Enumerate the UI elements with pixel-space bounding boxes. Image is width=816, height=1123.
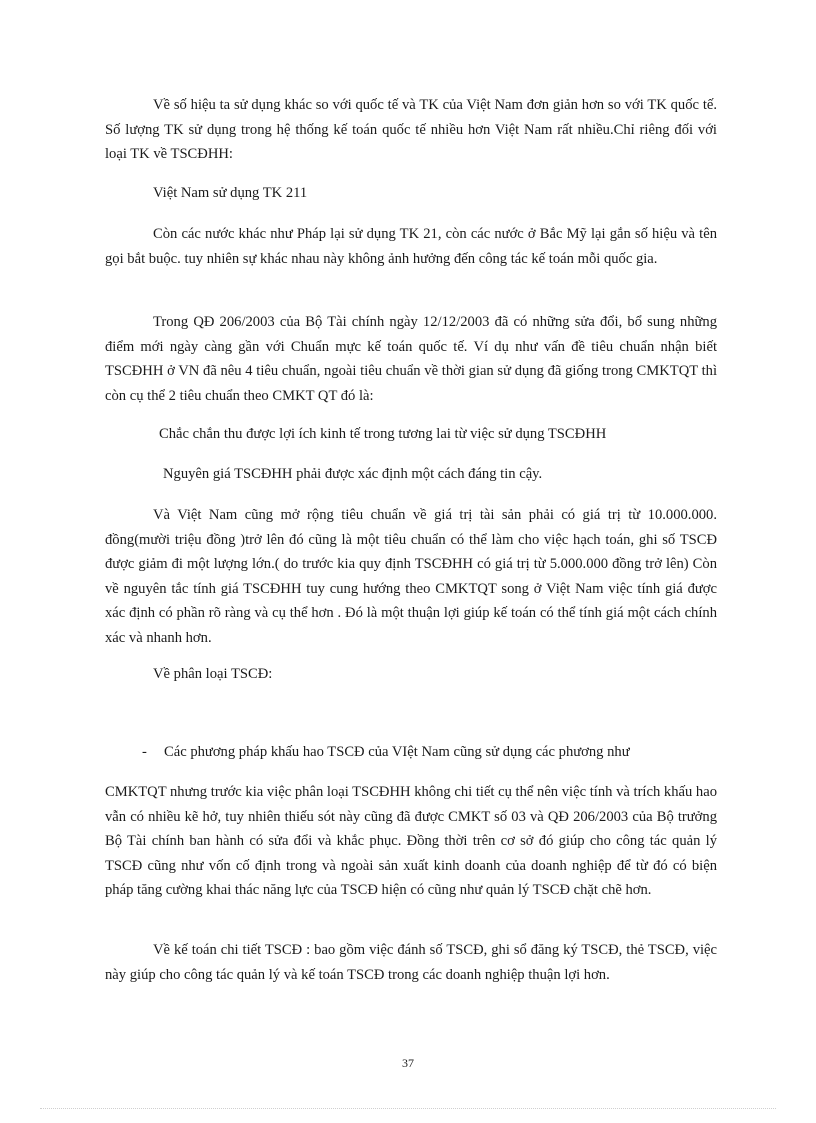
list-item-text: Các phương pháp khấu hao TSCĐ của VIệt Nam cũng sử dụng các phương như <box>164 744 630 760</box>
list-item-depreciation-methods <box>142 740 742 765</box>
paragraph-classification-heading: Về phân loại TSCĐ: <box>153 666 273 682</box>
paragraph-cmktqt-classification: CMKTQT nhưng trước kia việc phân loại TSCĐHH không chi tiết cụ thể nên việc tính và trích khấu hao vẫn có nhiều kẽ hở, tuy nhiên thiếu sót này cũng đã được CMKT số 03 và QĐ 206/2003 của Bộ trưởng Bộ Tài chính ban hành có sửa đổi và khắc phục. Đồng thời trên cơ sở đó giúp cho công tác quản lý TSCĐ cũng như vốn cố định trong và ngoài sản xuất kinh doanh của doanh nghiệp để từ đó có biện pháp tăng cường khai thác năng lực của TSCĐ hiện có cũng như quản lý TSCĐ chặt chẽ hơn. <box>105 784 717 898</box>
paragraph-criterion-economic-benefit: Chắc chắn thu được lợi ích kinh tế trong tương lai từ việc sử dụng TSCĐHH <box>159 426 607 442</box>
paragraph-decision-206: Trong QĐ 206/2003 của Bộ Tài chính ngày 12/12/2003 đã có những sửa đổi, bổ sung những điểm mới ngày càng gần với Chuẩn mực kế toán quốc tế. Ví dụ như vấn đề tiêu chuẩn nhận biết TSCĐHH ở VN đã nêu 4 tiêu chuẩn, ngoài tiêu chuẩn về thời gian sử dụng đã giống trong CMKTQT thì còn cụ thể 2 tiêu chuẩn theo CMKT QT đó là: <box>105 314 717 404</box>
page-number: 37 <box>402 1056 414 1070</box>
paragraph-vietnam-tk211: Việt Nam sử dụng TK 211 <box>153 185 308 201</box>
paragraph-account-numbering: Về số hiệu ta sử dụng khác so với quốc tế và TK của Việt Nam đơn giản hơn so với TK quốc tế. Số lượng TK sử dụng trong hệ thống kế toán quốc tế nhiều hơn Việt Nam rất nhiều.Chỉ riêng đối với loại TK về TSCĐHH: <box>105 97 717 162</box>
paragraph-detailed-accounting: Về kế toán chi tiết TSCĐ : bao gồm việc đánh số TSCĐ, ghi sổ đăng ký TSCĐ, thẻ TSCĐ, việc này giúp cho công tác quản lý và kế toán TSCĐ trong các doanh nghiệp thuận lợi hơn. <box>105 942 717 983</box>
dash-bullet: - <box>142 744 147 760</box>
paragraph-criterion-reliable-cost: Nguyên giá TSCĐHH phải được xác định một cách đáng tin cậy. <box>163 466 543 482</box>
paragraph-value-threshold: Và Việt Nam cũng mở rộng tiêu chuẩn về giá trị tài sản phải có giá trị từ 10.000.000. đồng(mười triệu đồng )trở lên đó cũng là một tiêu chuẩn có thể làm cho việc hạch toán, ghi số TSCĐ được giảm đi một lượng lớn.( do trước kia quy định TSCĐHH có giá trị từ 5.000.000 đồng trở lên) Còn về nguyên tắc tính giá TSCĐHH tuy cung hướng theo CMKTQT song ở Việt Nam việc tính giá được xác định có phần rõ ràng và cụ thể hơn . Đó là một thuận lợi giúp kế toán có thể tính giá một cách chính xác và nhanh hơn. <box>105 507 717 646</box>
paragraph-other-countries: Còn các nước khác như Pháp lại sử dụng TK 21, còn các nước ở Bắc Mỹ lại gắn số hiệu và tên gọi bắt buộc. tuy nhiên sự khác nhau này không ảnh hưởng đến công tác kế toán mỗi quốc gia. <box>105 226 717 267</box>
page-bottom-divider <box>40 1108 776 1109</box>
